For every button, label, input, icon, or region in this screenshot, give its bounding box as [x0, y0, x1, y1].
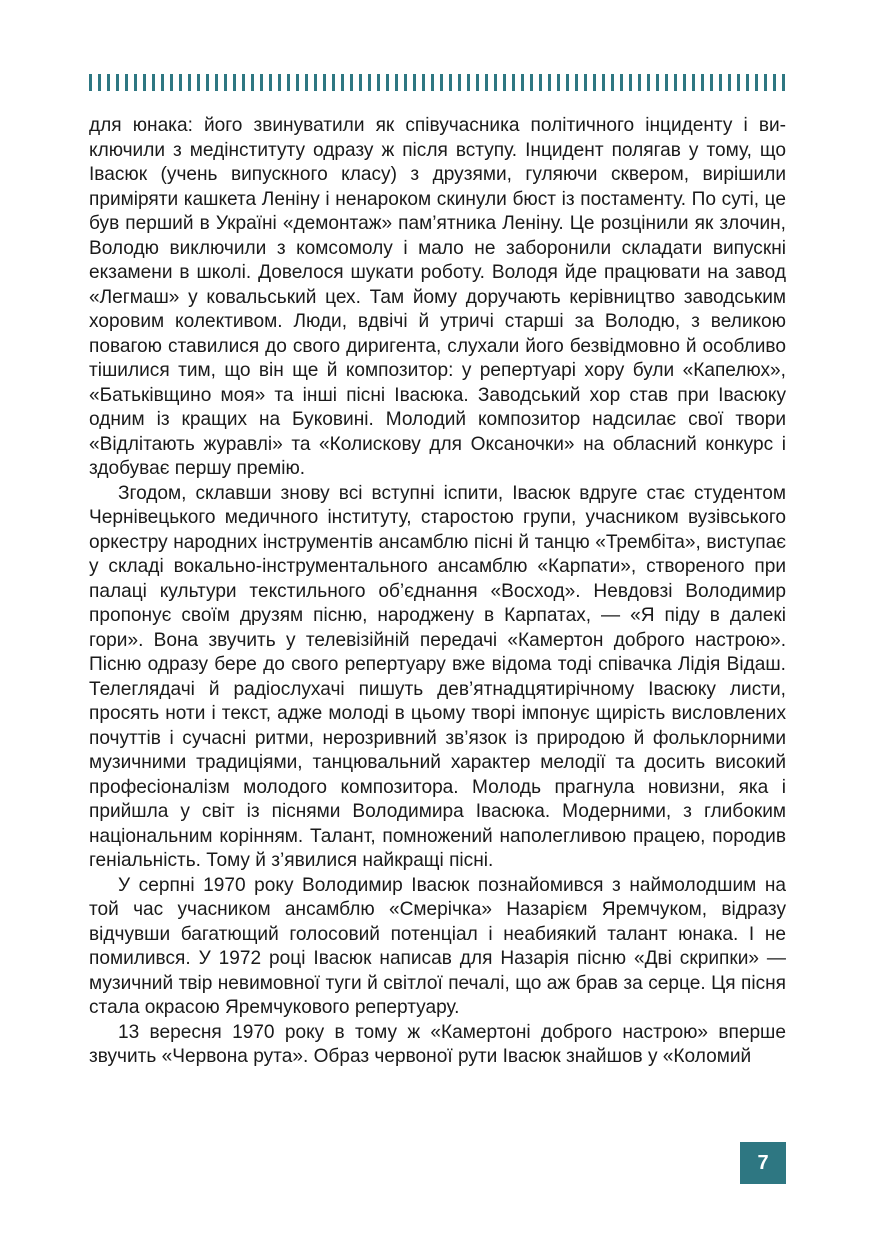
- page-number: 7: [757, 1151, 769, 1174]
- paragraph-2: Згодом, склавши знову всі вступні іспити, Івасюк вдруге стає студентом Чернівецького медичного інституту, старостою групи, учасником вузівського оркестру народних інструментів ансамблю пісні й танцю «Трембіта», виступає у складі вокально-інструментального ансамблю «Карпати», створеного при палаці культури текстильного об’єднання «Восход». Невдовзі Володимир пропонує своїм друзям пісню, народжену в Карпатах, — «Я піду в далекі гори». Вона звучить у телевізійній передачі «Камертон доброго настрою». Пісню одразу бере до свого репертуару вже відома тоді співачка Лідія Відаш. Телеглядачі й радіослухачі пишуть дев’ятнадцятирічному Івасюку листи, просять ноти і текст, адже молоді в цьому творі імпонує щирість висловлених почуттів і сучасні ритми, нерозривний зв’язок із природою й фольклорними музичними традиціями, танцювальний характер мелодії та досить високий професіоналізм молодого композитора. Молодь прагнула новизни, яка і прийшла у світ із піснями Володимира Івасюка. Модерними, з глибоким національним корінням. Талант, помножений наполегливою працею, породив геніальність. Тому й з’явилися найкращі пісні.: [89, 482, 786, 871]
- paragraph-4: 13 вересня 1970 року в тому ж «Камертоні доброго настрою» вперше звучить «Червона рута». Образ червоної рути Івасюк знайшов у «Коломий: [89, 1021, 786, 1067]
- header-stripe-rule: [89, 74, 786, 91]
- page-number-badge: [740, 1142, 786, 1184]
- paragraph-1: для юнака: його звинуватили як співучасника політичного інциденту і виключили з медінституту одразу ж після вступу. Інцидент полягав у тому, що Івасюк (учень випускного класу) з друзями, гуляючи сквером, вирішили приміряти кашкета Леніну і ненароком скинули бюст із постаменту. По суті, це був перший в Україні «демонтаж» пам’ятника Леніну. Це розцінили як злочин, Володю виключили з комсомолу і мало не заборонили складати випускні екзамени в школі. Довелося шукати роботу. Володя йде працювати на завод «Легмаш» у ковальський цех. Там йому доручають керівництво заводським хоровим колективом. Люди, вдвічі й утричі старші за Володю, з великою повагою ставилися до свого диригента, слухали його безвідмовно й особливо тішилися тим, що він ще й композитор: у репертуарі хору були «Капелюх», «Батьківщино моя» та інші пісні Івасюка. Заводський хор став при Івасюку одним із кращих на Буковині. Молодий композитор надсилає свої твори «Відлітають журавлі» та «Колискову для Оксаночки» на обласний конкурс і здобуває першу премію.: [89, 115, 786, 479]
- body-text: [89, 114, 786, 1070]
- paragraph-3: У серпні 1970 року Володимир Івасюк познайомився з наймолодшим на той час учасником ансамблю «Смерічка» Назарієм Яремчуком, відразу відчувши багатющий голосовий потенціал і неабиякий талант юнака. І не помилився. У 1972 році Івасюк написав для Назарія пісню «Дві скрипки» — музичний твір невимовної туги й світлої печалі, що аж брав за серце. Ця пісня стала окрасою Яремчукового репертуару.: [89, 874, 786, 1018]
